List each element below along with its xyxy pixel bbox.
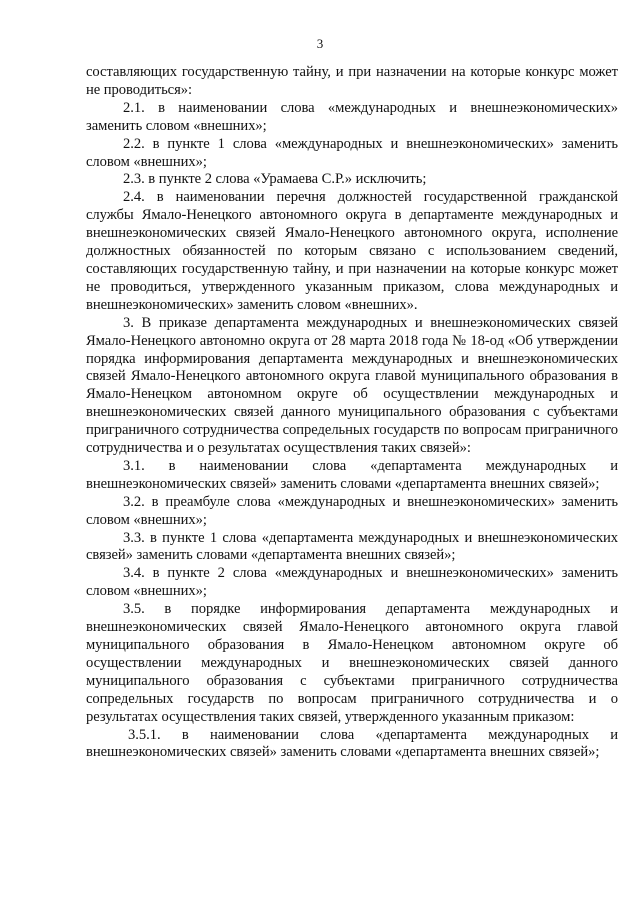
page-number: 3: [316, 36, 324, 51]
paragraph-item-3-3: 3.3. в пункте 1 слова «департамента международных и внешнеэкономических связей» заменить словами «департамента внешних связей»;: [86, 529, 618, 564]
paragraph-item-3-1: 3.1. в наименовании слова «департамента международных и внешнеэкономических связей» заменить словами «департамента внешних связей»;: [86, 457, 618, 492]
paragraph-item-3-2: 3.2. в преамбуле слова «международных и внешнеэкономических» заменить словом «внешних»;: [86, 493, 618, 528]
paragraph-item-2-2: 2.2. в пункте 1 слова «международных и внешнеэкономических» заменить словом «внешних»;: [86, 135, 618, 170]
paragraph-item-2-1: 2.1. в наименовании слова «международных и внешнеэкономических» заменить словом «внешних»;: [86, 99, 618, 134]
paragraph-continuation: составляющих государственную тайну, и при назначении на которые конкурс может не проводиться»:: [86, 64, 618, 98]
paragraph-item-3: 3. В приказе департамента международных и внешнеэкономических связей Ямало-Ненецкого автономно округа от 28 марта 2018 года № 18-од «Об утверждении порядка информирования департамента международных и внешнеэкономических связей Ямало-Ненецкого автономного округа главой муниципального образования в Ямало-Ненецком автономном округе об осуществлении международных и внешнеэкономических связей данного муниципального образования с субъектами приграничного сотрудничества сопредельных государств по вопросам приграничного сотрудничества и о результатах осуществления таких связей»:: [86, 314, 618, 457]
paragraph-item-3-5: 3.5. в порядке информирования департамента международных и внешнеэкономических связей Ямало-Ненецкого автономного округа главой муниципального образования в Ямало-Ненецком автономном округе об осуществлении международных и внешнеэкономических связей данного муниципального образования с субъектами приграничного сотрудничества сопредельных государств по вопросам приграничного сотрудничества и о результатах осуществления таких связей, утвержденного указанным приказом:: [86, 601, 618, 725]
paragraph-item-2-4: 2.4. в наименовании перечня должностей государственной гражданской службы Ямало-Ненецкого автономного округа в департаменте международных и внешнеэкономических связей Ямало-Ненецкого автономного округа, исполнение должностных обязанностей по которым связано с использованием сведений, составляющих государственную тайну, и при назначении на которые конкурс может не проводиться, утвержденного указанным приказом, слова международных и внешнеэкономических» заменить словом «внешних».: [86, 189, 618, 313]
paragraph-item-3-4: 3.4. в пункте 2 слова «международных и внешнеэкономических» заменить словом «внешних»;: [86, 565, 618, 600]
paragraph-item-2-3: 2.3. в пункте 2 слова «Урамаева С.Р.» исключить;: [123, 171, 427, 188]
paragraph-item-3-5-1: 3.5.1. в наименовании слова «департамента международных и внешнеэкономических связей» заменить словами «департамента внешних связей»;: [86, 726, 618, 761]
document-body: [86, 64, 618, 762]
